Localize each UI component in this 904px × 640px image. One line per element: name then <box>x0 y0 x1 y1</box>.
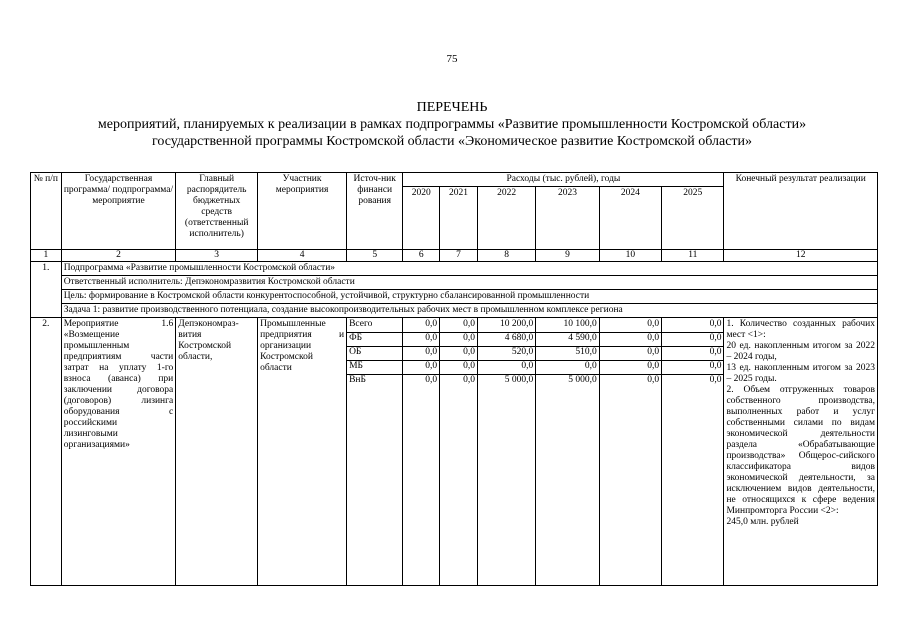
header-source: Источ-ник финанси рования <box>347 173 403 250</box>
expense-value: 0,0 <box>647 375 660 385</box>
source-vnb: ВнБ <box>349 375 366 385</box>
expenses-2024 <box>599 318 661 586</box>
expense-value: 4 680,0 <box>478 333 535 347</box>
col-number: 11 <box>662 250 724 262</box>
expense-value: 0,0 <box>403 319 439 333</box>
expense-value: 0,0 <box>403 361 439 375</box>
expenses-2020 <box>403 318 440 586</box>
expenses-2023 <box>536 318 599 586</box>
section-num: 1. <box>31 262 62 318</box>
measure-manager: Депэкономраз-вития Костромской области, <box>176 318 258 586</box>
col-number: 8 <box>477 250 535 262</box>
year-2020: 2020 <box>403 187 440 250</box>
expense-value: 0,0 <box>709 375 722 385</box>
title-line-3: государственной программы Костромской области «Экономическое развитие Костромской области» <box>151 134 753 149</box>
expense-value: 10 100,0 <box>536 319 598 333</box>
expense-value: 0,0 <box>662 347 723 361</box>
result-item: 2. Объем отгруженных товаров собственного производства, выполненных работ и услуг собственными силами по видам экономической деятельности раздела «Обрабатывающие производства» Общерос-сийского классификатора видов экономической деятельности, за исключением видов деятельности, не относящихся к сфере ведения Минпромторга России <2>: <box>726 385 875 516</box>
expense-value: 10 200,0 <box>478 319 535 333</box>
col-number: 7 <box>440 250 478 262</box>
year-2022: 2022 <box>477 187 535 250</box>
expense-value: 4 590,0 <box>536 333 598 347</box>
source-fb: ФБ <box>347 333 402 347</box>
col-number: 4 <box>258 250 347 262</box>
col-number: 12 <box>724 250 878 262</box>
expense-value: 0,0 <box>403 347 439 361</box>
year-2023: 2023 <box>536 187 599 250</box>
expense-value: 0,0 <box>600 333 661 347</box>
task: Задача 1: развитие производственного потенциала, создание высокопроизводительных рабочих мест в промышленном комплексе региона <box>61 304 877 318</box>
goal: Цель: формирование в Костромской области конкурентоспособной, устойчивой, структурно сбалансированной промышленности <box>61 290 877 304</box>
expense-value: 0,0 <box>440 361 477 375</box>
expense-value: 0,0 <box>440 347 477 361</box>
header-num: № п/п <box>31 173 62 250</box>
expense-value: 0,0 <box>600 319 661 333</box>
header-result: Конечный результат реализации <box>724 173 878 250</box>
year-2025: 2025 <box>662 187 724 250</box>
col-number: 9 <box>536 250 599 262</box>
expense-value: 0,0 <box>463 375 475 385</box>
result-item: 245,0 млн. рублей <box>726 517 799 527</box>
expenses-2022 <box>477 318 535 586</box>
title-line-1: ПЕРЕЧЕНЬ <box>416 100 488 115</box>
col-number: 5 <box>347 250 403 262</box>
measures-table <box>30 172 878 586</box>
expense-value: 0,0 <box>662 319 723 333</box>
header-program: Государственная программа/ подпрограмма/ мероприятие <box>61 173 176 250</box>
expense-value: 520,0 <box>478 347 535 361</box>
expense-value: 0,0 <box>536 361 598 375</box>
result-item: 13 ед. накопленным итогом за 2023 – 2025 годы. <box>726 363 875 384</box>
header-participant: Участник мероприятия <box>258 173 347 250</box>
responsible-executor: Ответственный исполнитель: Депэкономразвития Костромской области <box>61 276 877 290</box>
subprogram-row <box>31 262 878 276</box>
expense-value: 0,0 <box>600 347 661 361</box>
expense-value: 510,0 <box>536 347 598 361</box>
result-item: 20 ед. накопленным итогом за 2022 – 2024 годы, <box>726 341 875 362</box>
measure-name: Мероприятие 1.6 «Возмещение промышленным предприятиям части затрат на уплату 1-го взноса (аванса) при заключении договора (договоров) лизинга оборудования с российскими лизинговыми организациями» <box>61 318 176 586</box>
year-2024: 2024 <box>599 187 661 250</box>
expense-value: 0,0 <box>440 333 477 347</box>
executor-row <box>31 276 878 290</box>
expense-value: 0,0 <box>440 319 477 333</box>
source-ob: ОБ <box>347 347 402 361</box>
page-number: 75 <box>446 53 458 65</box>
measure-row <box>31 318 878 586</box>
source-mb: МБ <box>347 361 402 375</box>
col-number: 2 <box>61 250 176 262</box>
year-2021: 2021 <box>440 187 478 250</box>
expenses-2025 <box>662 318 724 586</box>
expense-value: 5 000,0 <box>504 375 534 385</box>
document-title <box>0 99 904 150</box>
subprogram-title: Подпрограмма «Развитие промышленности Костромской области» <box>61 262 877 276</box>
expense-value: 5 000,0 <box>568 375 597 385</box>
expenses-2021 <box>440 318 478 586</box>
measure-num: 2. <box>31 318 62 586</box>
expense-value: 0,0 <box>662 361 723 375</box>
expense-value: 0,0 <box>403 333 439 347</box>
title-line-2: мероприятий, планируемых к реализации в рамках подпрограммы «Развитие промышленности Костромской области» <box>97 117 807 132</box>
task-row <box>31 304 878 318</box>
funding-sources <box>347 318 403 586</box>
goal-row <box>31 290 878 304</box>
col-number: 3 <box>176 250 258 262</box>
expense-value: 0,0 <box>425 375 438 385</box>
expense-value: 0,0 <box>600 361 661 375</box>
final-result <box>724 318 878 586</box>
measure-participant: Промышленные предприятия и организации Костромской области <box>258 318 347 586</box>
result-item: 1. Количество созданных рабочих мест <1>: <box>726 319 875 340</box>
header-row <box>31 173 878 187</box>
expense-value: 0,0 <box>662 333 723 347</box>
column-numbers-row <box>31 250 878 262</box>
col-number: 6 <box>403 250 440 262</box>
source-total: Всего <box>347 319 402 333</box>
header-expenses: Расходы (тыс. рублей), годы <box>403 173 724 187</box>
expense-value: 0,0 <box>478 361 535 375</box>
header-manager: Главный распорядитель бюджетных средств (ответственный исполнитель) <box>176 173 258 250</box>
col-number: 10 <box>599 250 661 262</box>
col-number: 1 <box>31 250 62 262</box>
